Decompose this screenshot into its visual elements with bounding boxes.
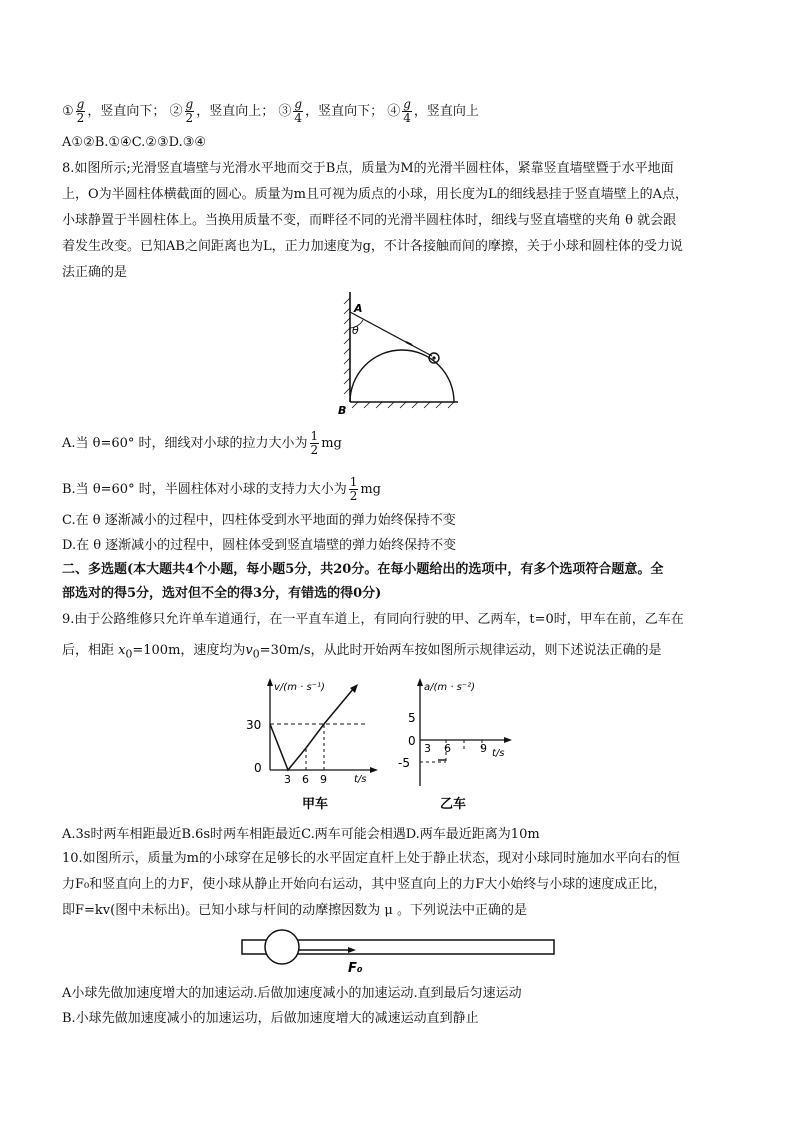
tick-label: 0	[254, 761, 262, 775]
v-t-line	[270, 688, 354, 770]
fraction: $\frac{g}{4}$	[294, 97, 303, 125]
q10-line-1: 10.如图所示，质量为m的小球穿在足够长的水平固定直杆上处于静止状态，现对小球同时施加水平向右的恒	[62, 851, 681, 866]
tick-label: 30	[246, 718, 262, 732]
graph-caption: 乙车	[440, 797, 467, 812]
q10-figure	[238, 926, 560, 978]
q8-option-b: B.当 θ=60° 时，半圆柱体对小球的支持力大小为 $\frac{1}{2}$ mg	[62, 475, 382, 503]
tick-label: 3	[284, 773, 291, 786]
tick-label: 9	[480, 742, 487, 755]
fraction: $\frac{1}{2}$	[349, 475, 358, 503]
option-4-mark: ④	[387, 104, 401, 119]
tick-label: 0	[408, 734, 416, 748]
x-axis-label: t/s	[354, 774, 367, 785]
fraction: $\frac{1}{2}$	[310, 429, 319, 457]
option-1-mark: ①	[62, 104, 74, 119]
q8-figure	[330, 284, 460, 417]
string	[350, 312, 432, 356]
option-3-mark: ③	[278, 104, 292, 119]
q8-line-5: 法正确的是	[62, 265, 128, 280]
tick-label: 9	[320, 773, 327, 786]
q9-line-1: 9.由于公路维修只允许单车道通行，在一平直车道上，有同向行驶的甲、乙两车，t=0时，甲车在前，乙车在	[62, 612, 684, 627]
point-a-label: A	[354, 302, 363, 315]
q9-line-2: 后，相距 $x_0=100m$，速度均为$v_0=30m/s$，从此时开始两车按如图所示规律运动，则下述说法正确的是	[62, 643, 662, 661]
tick-label: -5	[398, 756, 410, 770]
option-2-mark: ②	[169, 104, 183, 119]
section-2-heading-line-1: 二、多选题(本大题共4个小题，每小题5分，共20分。在每小题给出的选项中，有多个选项符合题意。全	[62, 562, 664, 577]
q8-option-c: C.在 θ 逐渐减小的过程中，四柱体受到水平地面的弹力始终保持不变	[62, 513, 456, 528]
q10-option-a: A小球先做加速度增大的加速运动.后做加速度减小的加速运动.直到最后匀速运动	[62, 986, 522, 1001]
y-axis-label: a/(m · s⁻²)	[424, 682, 476, 693]
tick-label: 3	[424, 742, 431, 755]
q8-line-4: 着发生改变。已知AB之间距离也为L，正力加速度为g，不计各接触而间的摩擦，关于小球和圆柱体的受力说	[62, 239, 683, 254]
point-b-label: B	[338, 404, 347, 417]
q9-graph-car-jia	[242, 676, 382, 816]
q10-line-3: 即F=kv(图中未标出)。已知小球与杆间的动摩擦因数为 μ 。下列说法中正确的是	[62, 903, 527, 918]
ball	[265, 930, 299, 964]
fraction: $\frac{g}{2}$	[76, 97, 85, 125]
q10-line-2: 力F₀和竖直向上的力F，使小球从静止开始向右运动，其中竖直向上的力F大小始终与小球的速度成正比，	[62, 877, 667, 892]
q7-choices: A①②B.①④C.②③D.③④	[62, 135, 207, 150]
q8-line-1: 8.如图所示;光滑竖直墙壁与光滑水平地而交于B点，质量为M的光滑半圆柱体，紧靠竖直墙壁暨于水平地面	[62, 161, 674, 176]
force-label: F₀	[348, 961, 363, 976]
x-axis-label: t/s	[492, 748, 505, 759]
tick-label: 6	[302, 773, 309, 786]
fraction: $\frac{g}{4}$	[403, 97, 411, 125]
graph-caption: 甲车	[302, 797, 329, 812]
theta-label: θ	[352, 324, 359, 337]
q9-graph-car-yi	[396, 676, 536, 816]
tick-label: 5	[408, 711, 416, 725]
q8-line-3: 小球静置于半圆柱体上。当换用质量不变，而畔径不同的光滑半圆柱体时，细线与竖直墙壁的夹角 θ 就会跟	[62, 213, 677, 228]
q7-options-line: ① $\frac{g}{2}$ ，竖直向下； ② $\frac{g}{2}$ ，竖直向上； ③ $\frac{g}{4}$ ，竖直向下； ④ $\frac{g}{4}$ ，竖直向上	[62, 97, 479, 125]
fraction: $\frac{g}{2}$	[185, 97, 194, 125]
y-axis-label: v/(m · s⁻¹)	[274, 682, 325, 693]
q9-choices: A.3s时两车相距最近B.6s时两车相距最近C.两车可能会相遇D.两车最近距离为10m	[62, 827, 540, 842]
q8-option-a: A.当 θ=60° 时，细线对小球的拉力大小为 $\frac{1}{2}$ mg	[62, 429, 342, 457]
tick-label: 6	[444, 742, 451, 755]
q8-option-d: D.在 θ 逐渐减小的过程中，圆柱体受到竖直墙壁的弹力始终保持不变	[62, 538, 457, 553]
q8-line-2: 上，O为半圆柱体横截面的圆心。质量为m且可视为质点的小球，用长度为L的细线悬挂于竖直墙壁上的A点，	[62, 187, 689, 202]
section-2-heading-line-2: 部选对的得5分，选对但不全的得3分，有错选的得0分)	[62, 586, 382, 601]
q10-option-b: B.小球先做加速度减小的加速运功，后做加速度增大的减速运动直到静止	[62, 1011, 479, 1026]
